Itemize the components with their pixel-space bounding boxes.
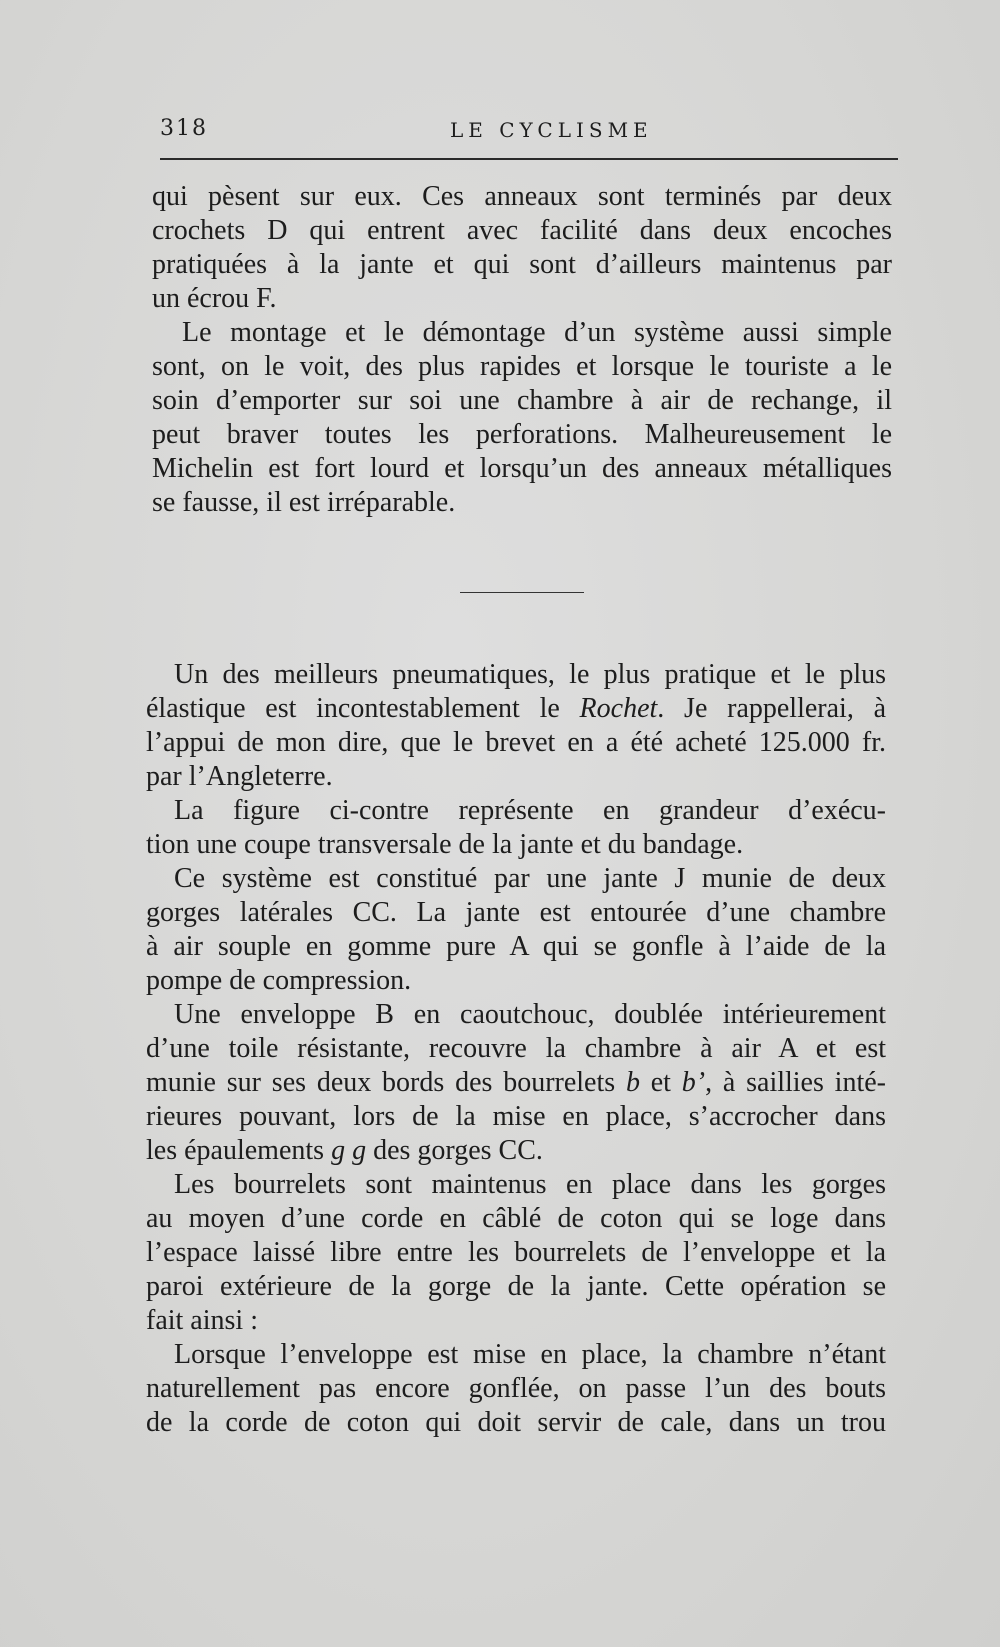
text-line: paroi extérieure de la gorge de la jante. Cette opération se bbox=[146, 1271, 886, 1302]
text-line: au moyen d’une corde en câblé de coton qui se loge dans bbox=[146, 1203, 886, 1234]
text-line: crochets D qui entrent avec facilité dans deux encoches bbox=[152, 215, 892, 246]
paragraph bbox=[146, 658, 886, 794]
text-line: tion une coupe transversale de la jante et du bandage. bbox=[146, 829, 744, 860]
text-line: par l’Angleterre. bbox=[146, 761, 333, 792]
text-run: munie sur ses deux bords des bourrelets bbox=[146, 1067, 626, 1098]
text-run: . Je rappellerai, à bbox=[657, 693, 886, 724]
text-line: un écrou F. bbox=[152, 283, 277, 314]
text-line: Michelin est fort lourd et lorsqu’un des anneaux métalliques bbox=[152, 453, 892, 484]
italic-term: Rochet bbox=[579, 693, 658, 724]
text-line: Ce système est constitué par une jante J munie de deux bbox=[174, 863, 886, 894]
paragraph bbox=[146, 1168, 886, 1338]
paragraph bbox=[152, 180, 892, 316]
paragraph bbox=[146, 862, 886, 998]
text-line: l’espace laissé libre entre les bourrelets de l’enveloppe et la bbox=[146, 1237, 886, 1268]
text-line: Une enveloppe B en caoutchouc, doublée intérieurement bbox=[174, 999, 886, 1030]
page-number: 318 bbox=[160, 116, 208, 141]
text-run: et bbox=[639, 1067, 682, 1098]
text-block-top bbox=[152, 180, 892, 520]
text-run: élastique est incontestablement le bbox=[146, 693, 580, 724]
text-line: l’appui de mon dire, que le brevet en a été acheté 125.000 fr. bbox=[146, 727, 886, 758]
text-line: d’une toile résistante, recouvre la chambre à air A et est bbox=[146, 1033, 886, 1064]
text-line: Le montage et le démontage d’un système aussi simple bbox=[182, 317, 892, 348]
text-line: se fausse, il est irréparable. bbox=[152, 487, 456, 518]
page-header bbox=[160, 116, 900, 146]
text-run: les épaulements bbox=[146, 1135, 332, 1166]
text-run: des gorges CC. bbox=[366, 1135, 543, 1166]
text-line: soin d’emporter sur soi une chambre à air de rechange, il bbox=[152, 385, 892, 416]
text-line: La figure ci-contre représente en grandeur d’exécu- bbox=[174, 795, 886, 826]
paragraph bbox=[152, 316, 892, 520]
text-line bbox=[146, 1066, 886, 1100]
italic-term: g g bbox=[331, 1135, 367, 1166]
text-line: fait ainsi : bbox=[146, 1305, 258, 1336]
text-line: naturellement pas encore gonflée, on passe l’un des bouts bbox=[146, 1373, 886, 1404]
paragraph bbox=[146, 998, 886, 1168]
paragraph bbox=[146, 1338, 886, 1440]
text-line: gorges latérales CC. La jante est entourée d’une chambre bbox=[146, 897, 886, 928]
running-title: LE CYCLISME bbox=[450, 118, 653, 142]
text-line: de la corde de coton qui doit servir de cale, dans un trou bbox=[146, 1407, 886, 1438]
text-line: Lorsque l’enveloppe est mise en place, la chambre n’étant bbox=[174, 1339, 886, 1370]
italic-term: b’ bbox=[681, 1067, 706, 1098]
text-line: pratiquées à la jante et qui sont d’ailleurs maintenus par bbox=[152, 249, 892, 280]
text-line: peut braver toutes les perforations. Malheureusement le bbox=[152, 419, 892, 450]
text-line: à air souple en gomme pure A qui se gonfle à l’aide de la bbox=[146, 931, 886, 962]
text-line: Les bourrelets sont maintenus en place dans les gorges bbox=[174, 1169, 886, 1200]
text-run: , à saillies inté- bbox=[705, 1067, 886, 1098]
text-line bbox=[146, 692, 886, 726]
section-divider bbox=[460, 592, 584, 593]
text-line: rieures pouvant, lors de la mise en place, s’accrocher dans bbox=[146, 1101, 886, 1132]
text-block-bottom bbox=[146, 658, 886, 1440]
text-line: sont, on le voit, des plus rapides et lorsque le touriste a le bbox=[152, 351, 892, 382]
text-line: pompe de compression. bbox=[146, 965, 412, 996]
header-rule bbox=[160, 158, 898, 160]
text-line: Un des meilleurs pneumatiques, le plus pratique et le plus bbox=[174, 659, 886, 690]
paragraph bbox=[146, 794, 886, 862]
text-line: qui pèsent sur eux. Ces anneaux sont terminés par deux bbox=[152, 181, 892, 212]
text-line bbox=[146, 1134, 886, 1168]
italic-term: b bbox=[625, 1067, 640, 1098]
